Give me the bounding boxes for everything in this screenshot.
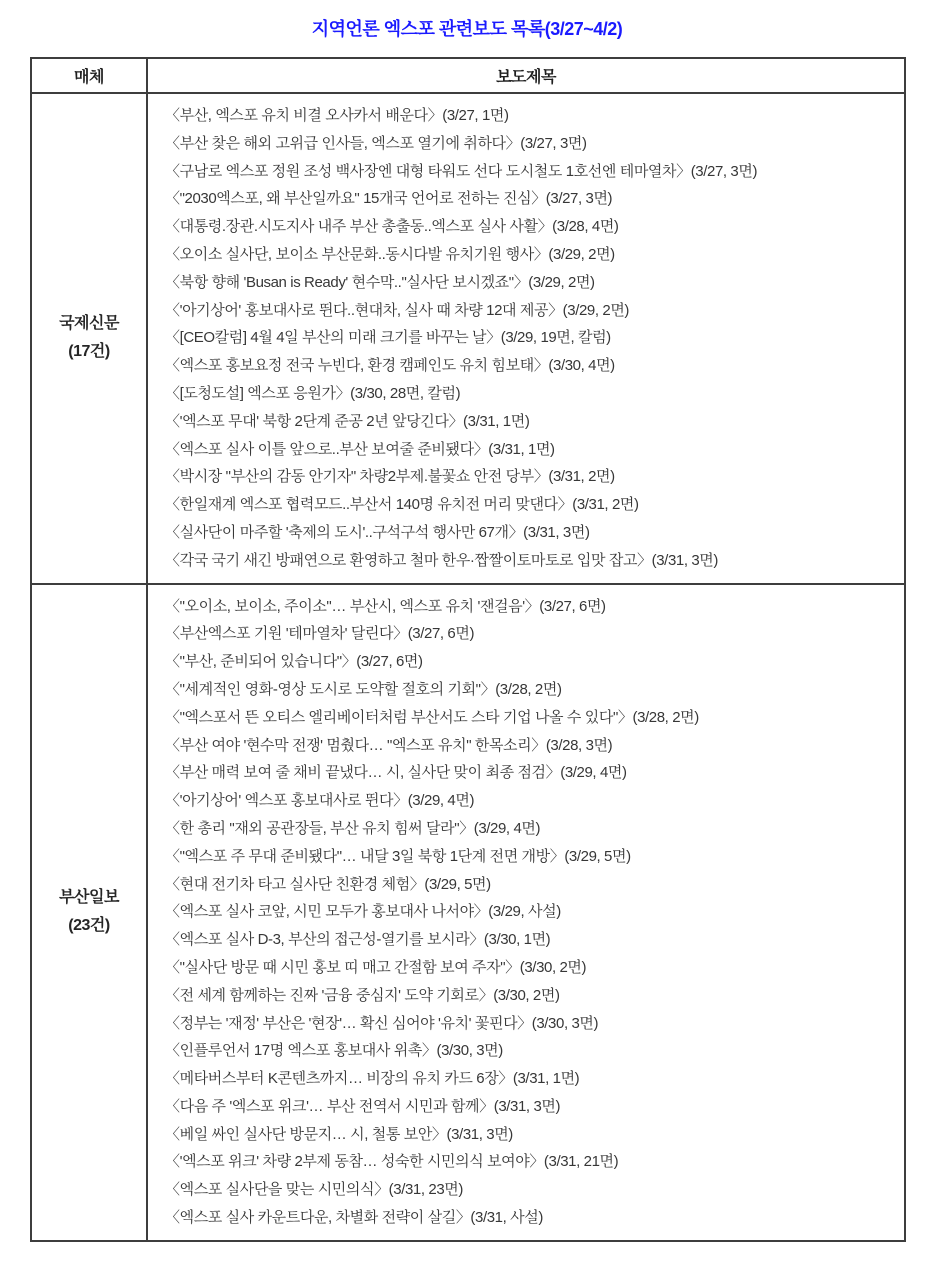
report-title-list: [147, 93, 905, 584]
report-title: 〈'아기상어' 엑스포 홍보대사로 뛴다〉(3/29, 4면): [165, 792, 475, 810]
report-title: 〈'아기상어' 홍보대사로 뛴다..현대차, 실사 때 차량 12대 제공〉(3/29, 2면): [165, 301, 630, 319]
report-title: 〈부산 매력 보여 줄 채비 끝냈다… 시, 실사단 맞이 최종 점검〉(3/29, 4면): [165, 764, 627, 782]
report-title: 〈부산 찾은 해외 고위급 인사들, 엑스포 열기에 취하다〉(3/27, 3면): [165, 134, 587, 152]
table-row: [31, 93, 905, 584]
column-header-report-title: 보도제목: [147, 58, 905, 93]
report-title: 〈"2030엑스포, 왜 부산일까요" 15개국 언어로 전하는 진심〉(3/27, 3면): [165, 190, 613, 208]
report-title: 〈부산 여야 '현수막 전쟁' 멈췄다… "엑스포 유치" 한목소리〉(3/28, 3면): [165, 736, 613, 754]
report-title: 〈부산, 엑스포 유치 비결 오사카서 배운다〉(3/27, 1면): [165, 107, 509, 124]
report-title: 〈부산엑스포 기원 '테마열차' 달린다〉(3/27, 6면): [165, 625, 475, 643]
media-count: (23건): [68, 917, 110, 935]
report-table-body: [31, 93, 905, 1241]
report-title: 〈정부는 '재정' 부산은 '현장'… 확신 심어야 '유치' 꽃핀다〉(3/30, 3면): [165, 1014, 599, 1032]
report-title: 〈박시장 "부산의 감동 안기자" 차량2부제.불꽃쇼 안전 당부〉(3/31, 2면): [165, 468, 615, 486]
report-title: 〈"엑스포 주 무대 준비됐다"… 내달 3일 북항 1단계 전면 개방〉(3/29, 5면): [165, 847, 631, 865]
column-header-media: 매체: [31, 58, 147, 93]
report-title: 〈엑스포 실사 코앞, 시민 모두가 홍보대사 나서야〉(3/29, 사설): [165, 903, 561, 921]
table-row: [31, 584, 905, 1241]
report-title: 〈엑스포 실사 이틀 앞으로..부산 보여줄 준비됐다〉(3/31, 1면): [165, 440, 555, 458]
media-cell: [31, 93, 147, 584]
report-title: 〈엑스포 실사 카운트다운, 차별화 전략이 살길〉(3/31, 사설): [165, 1209, 543, 1227]
report-title: 〈북항 향해 'Busan is Ready' 현수막.."실사단 보시겠죠"〉(3/29, 2면): [165, 273, 595, 291]
report-title: 〈[CEO칼럼] 4월 4일 부산의 미래 크기를 바꾸는 날〉(3/29, 19면, 칼럼): [165, 329, 611, 347]
report-title: 〈메타버스부터 K콘텐츠까지… 비장의 유치 카드 6장〉(3/31, 1면): [165, 1070, 580, 1088]
report-table: [30, 57, 906, 1242]
report-title: 〈베일 싸인 실사단 방문지… 시, 철통 보안〉(3/31, 3면): [165, 1125, 513, 1143]
report-title: 〈'엑스포 무대' 북항 2단계 준공 2년 앞당긴다〉(3/31, 1면): [165, 412, 530, 430]
report-title: 〈인플루언서 17명 엑스포 홍보대사 위촉〉(3/30, 3면): [165, 1042, 503, 1060]
media-name: 국제신문: [59, 315, 119, 333]
report-title: 〈엑스포 실사단을 맞는 시민의식〉(3/31, 23면): [165, 1181, 463, 1199]
report-title: 〈엑스포 실사 D-3, 부산의 접근성-열기를 보시라〉(3/30, 1면): [165, 931, 551, 949]
report-title: 〈엑스포 홍보요정 전국 누빈다, 환경 캠페인도 유치 힘보태〉(3/30, 4면): [165, 357, 615, 375]
media-cell: [31, 584, 147, 1241]
media-name: 부산일보: [59, 889, 119, 907]
report-title: 〈"세계적인 영화-영상 도시로 도약할 절호의 기회"〉(3/28, 2면): [165, 680, 562, 698]
report-title: 〈"오이소, 보이소, 주이소"… 부산시, 엑스포 유치 '잰걸음'〉(3/27, 6면): [165, 597, 606, 615]
report-title: 〈대통령.장관.시도지사 내주 부산 총출동..엑스포 실사 사활〉(3/28, 4면): [165, 218, 619, 236]
media-count: (17건): [68, 343, 110, 361]
report-title: 〈"실사단 방문 때 시민 홍보 띠 매고 간절함 보여 주자"〉(3/30, 2면): [165, 958, 587, 976]
report-title: 〈한 총리 "재외 공관장들, 부산 유치 힘써 달라"〉(3/29, 4면): [165, 819, 541, 837]
report-title-list: [147, 584, 905, 1241]
report-title: 〈한일재계 엑스포 협력모드..부산서 140명 유치전 머리 맞댄다〉(3/31, 2면): [165, 496, 639, 514]
report-title: 〈실사단이 마주할 '축제의 도시'..구석구석 행사만 67개〉(3/31, 3면): [165, 523, 590, 541]
table-header-row: [31, 58, 905, 93]
report-title: 〈각국 국기 새긴 방패연으로 환영하고 철마 한우·짭짤이토마토로 입맛 잡고〉(3/31, 3면): [165, 551, 718, 569]
report-title: 〈오이소 실사단, 보이소 부산문화..동시다발 유치기원 행사〉(3/29, 2면): [165, 245, 615, 263]
report-title: 〈'엑스포 위크' 차량 2부제 동참… 성숙한 시민의식 보여야〉(3/31, 21면): [165, 1153, 619, 1171]
report-title: 〈구남로 엑스포 정원 조성 백사장엔 대형 타워도 선다 도시철도 1호선엔 테마열차〉(3/27, 3면): [165, 162, 758, 180]
report-title: 〈"엑스포서 뜬 오티스 엘리베이터처럼 부산서도 스타 기업 나올 수 있다"〉(3/28, 2면): [165, 708, 699, 726]
page-title: 지역언론 엑스포 관련보도 목록(3/27~4/2): [311, 19, 623, 39]
report-title: 〈"부산, 준비되어 있습니다"〉(3/27, 6면): [165, 653, 423, 671]
report-title: 〈현대 전기차 타고 실사단 친환경 체험〉(3/29, 5면): [165, 875, 491, 893]
report-title: 〈[도청도설] 엑스포 응원가〉(3/30, 28면, 칼럼): [165, 384, 461, 402]
report-title: 〈전 세계 함께하는 진짜 '금융 중심지' 도약 기회로〉(3/30, 2면): [165, 986, 560, 1004]
report-title: 〈다음 주 '엑스포 위크'… 부산 전역서 시민과 함께〉(3/31, 3면): [165, 1097, 561, 1115]
